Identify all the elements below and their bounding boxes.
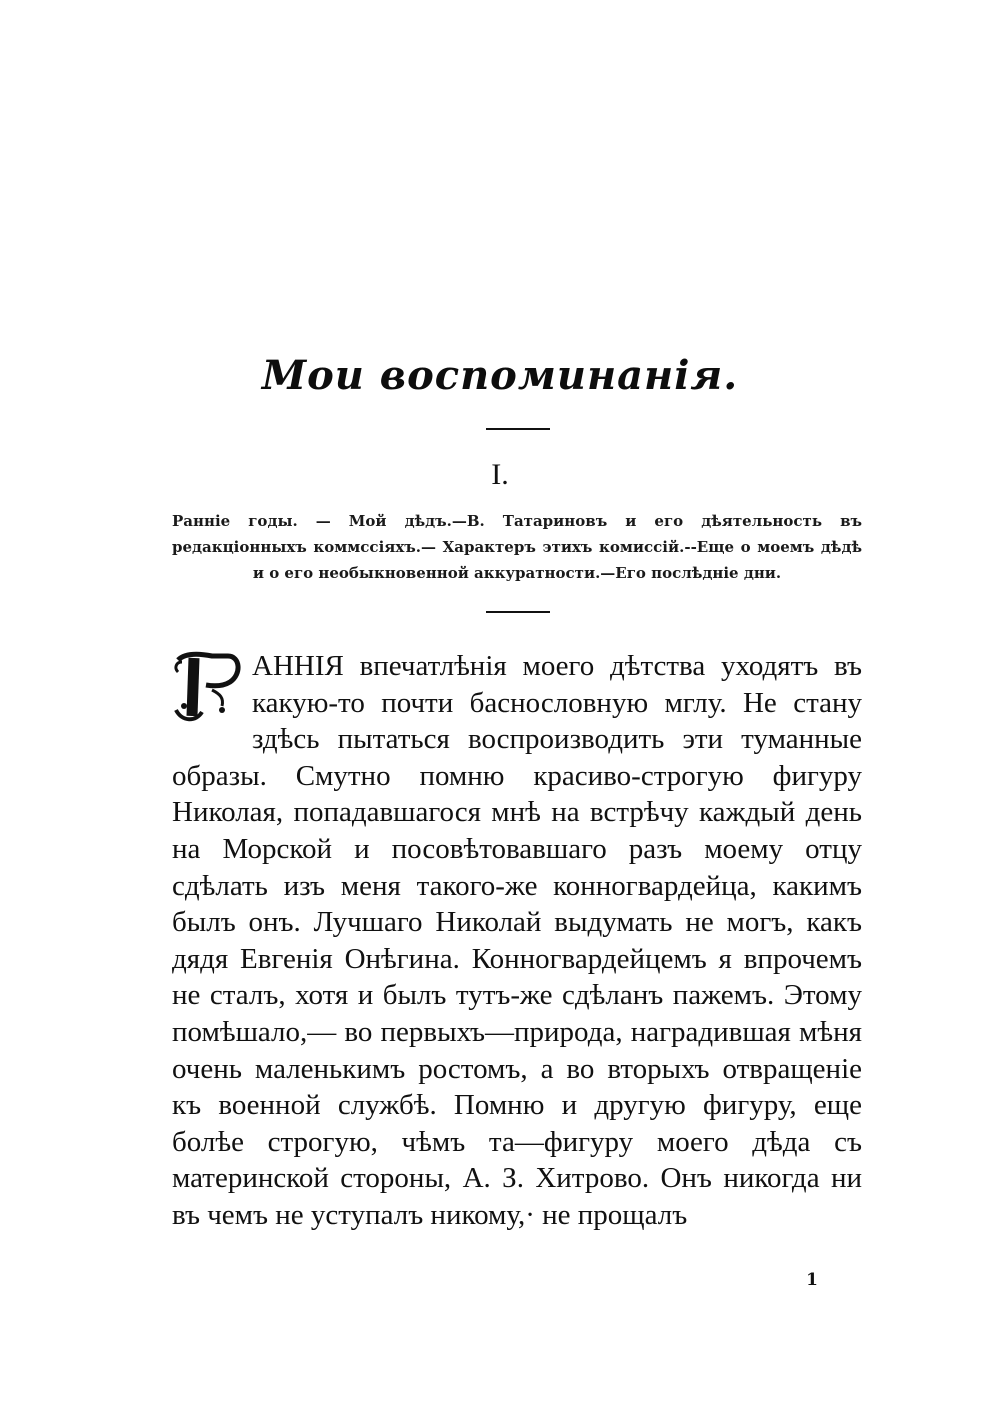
- title-divider: [486, 428, 550, 430]
- page-title: Мои воспоминанія.: [261, 352, 739, 399]
- chapter-number: I.: [491, 458, 509, 491]
- body-text: АННІЯ впечатлѣнія моего дѣтства уходятъ въ какую-то почти баснословную мглу. Не стану здѣсь пытаться воспроизводить эти туманные образы. Смутно помню красиво-строгую фигуру Николая, попадавшагося мнѣ на встрѣчу каждый день на Морской и посовѣтовавшаго разъ моему отцу сдѣлать изъ меня такого-же конногвардейца, какимъ былъ онъ. Лучшаго Николай выдумать не могъ, какъ дядя Евгенія Онѣгина. Конногвардейцемъ я впрочемъ не сталъ, хотя и былъ тутъ-же сдѣланъ пажемъ. Этому помѣшало,— во первыхъ—природа, наградившая мѣня очень маленькимъ ростомъ, а во вторыхъ отвращеніе къ военной службѣ. Помню и другую фигуру, еще болѣе строгую, чѣмъ та—фигуру моего дѣда съ материнской стороны, А. З. Хитрово. Онъ никогда ни въ чемъ не уступалъ никому,· не прощалъ: [172, 650, 862, 1231]
- summary-divider: [486, 611, 550, 613]
- dropcap-letter-graphic: [172, 650, 246, 726]
- body-paragraph: [172, 648, 862, 1234]
- page-number: 1: [806, 1270, 818, 1290]
- ornamental-dropcap: [172, 650, 246, 726]
- chapter-summary: Ранніе годы. — Мой дѣдъ.—В. Татариновъ и его дѣятельность въ редакціонныхъ коммссіяхъ.— Характеръ этихъ комиссій.--Еще о моемъ дѣдѣ и о его необыкновенной аккуратности.—Его послѣдніе дни.: [172, 512, 862, 582]
